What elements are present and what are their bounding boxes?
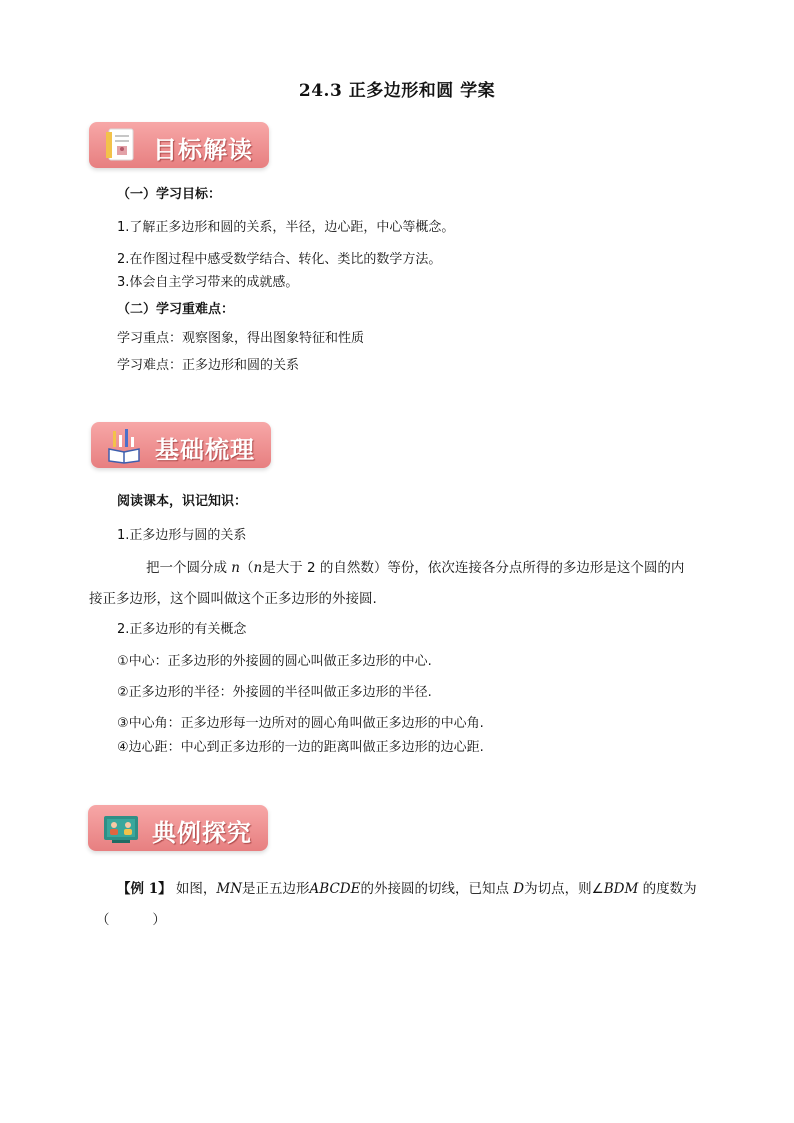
goal-item: 1.了解正多边形和圆的关系，半径，边心距，中心等概念。: [117, 220, 455, 235]
page-title: 24.3 正多边形和圆 学案: [298, 81, 496, 101]
paragraph-line-2: 接正多边形，这个圆叫做这个正多边形的外接圆.: [89, 591, 377, 607]
goal-item: 3.体会自主学习带来的成就感。: [117, 275, 299, 290]
example-question: [117, 880, 697, 898]
intro: 阅读课本，识记知识：: [117, 494, 248, 509]
definition-item: ③中心角：正多边形每一边所对的圆心角叫做正多边形的中心角.: [117, 716, 484, 731]
section-banner-basics: [91, 422, 271, 468]
math-var: BDM: [603, 881, 639, 897]
text-run: 如图，: [171, 881, 217, 897]
banner-title: 基础梳理: [155, 436, 255, 464]
math-var: ABCDE: [309, 881, 361, 897]
example-label: 【例 1】: [117, 881, 172, 897]
definition-item: ①中心：正多边形的外接圆的圆心叫做正多边形的中心.: [117, 654, 432, 669]
math-var: MN: [216, 881, 243, 897]
definition-item: ④边心距：中心到正多边形的一边的距离叫做正多边形的边心距.: [117, 740, 484, 755]
document-icon: [103, 125, 141, 165]
definition-item: ②正多边形的半径：外接圆的半径叫做正多边形的半径.: [117, 685, 432, 700]
section-banner-goals: [89, 122, 269, 168]
math-var: n: [231, 560, 240, 576]
sub-heading: （一）学习目标：: [117, 187, 222, 202]
text-run: 的外接圆的切线，已知点: [360, 881, 514, 897]
banner-title: 目标解读: [153, 136, 253, 164]
text-run: 是大于 2 的自然数）等份，依次连接各分点所得的多边形是这个圆的内: [262, 560, 685, 576]
book-chart-icon: [105, 425, 143, 465]
paragraph-line-1: [146, 559, 684, 577]
text-run: 把一个圆分成: [146, 560, 232, 576]
difficulty: 学习难点：正多边形和圆的关系: [117, 358, 300, 373]
text-run: 为切点，则∠: [524, 881, 604, 897]
goal-item: 2.在作图过程中感受数学结合、转化、类比的数学方法。: [117, 252, 442, 267]
key-point: 学习重点：观察图象，得出图象特征和性质: [117, 331, 365, 346]
sub-heading: （二）学习重难点：: [117, 302, 235, 317]
section-banner-examples: [88, 805, 268, 851]
math-var: n: [253, 560, 263, 576]
answer-blank: （ ）: [96, 912, 166, 928]
heading-1: 1.正多边形与圆的关系: [117, 528, 247, 543]
math-var: D: [513, 881, 525, 897]
banner-title: 典例探究: [152, 819, 252, 847]
text-run: （: [240, 560, 254, 576]
people-board-icon: [102, 808, 140, 848]
heading-2: 2.正多边形的有关概念: [117, 622, 247, 637]
text-run: 的度数为: [638, 881, 697, 897]
text-run: 是正五边形: [242, 881, 310, 897]
